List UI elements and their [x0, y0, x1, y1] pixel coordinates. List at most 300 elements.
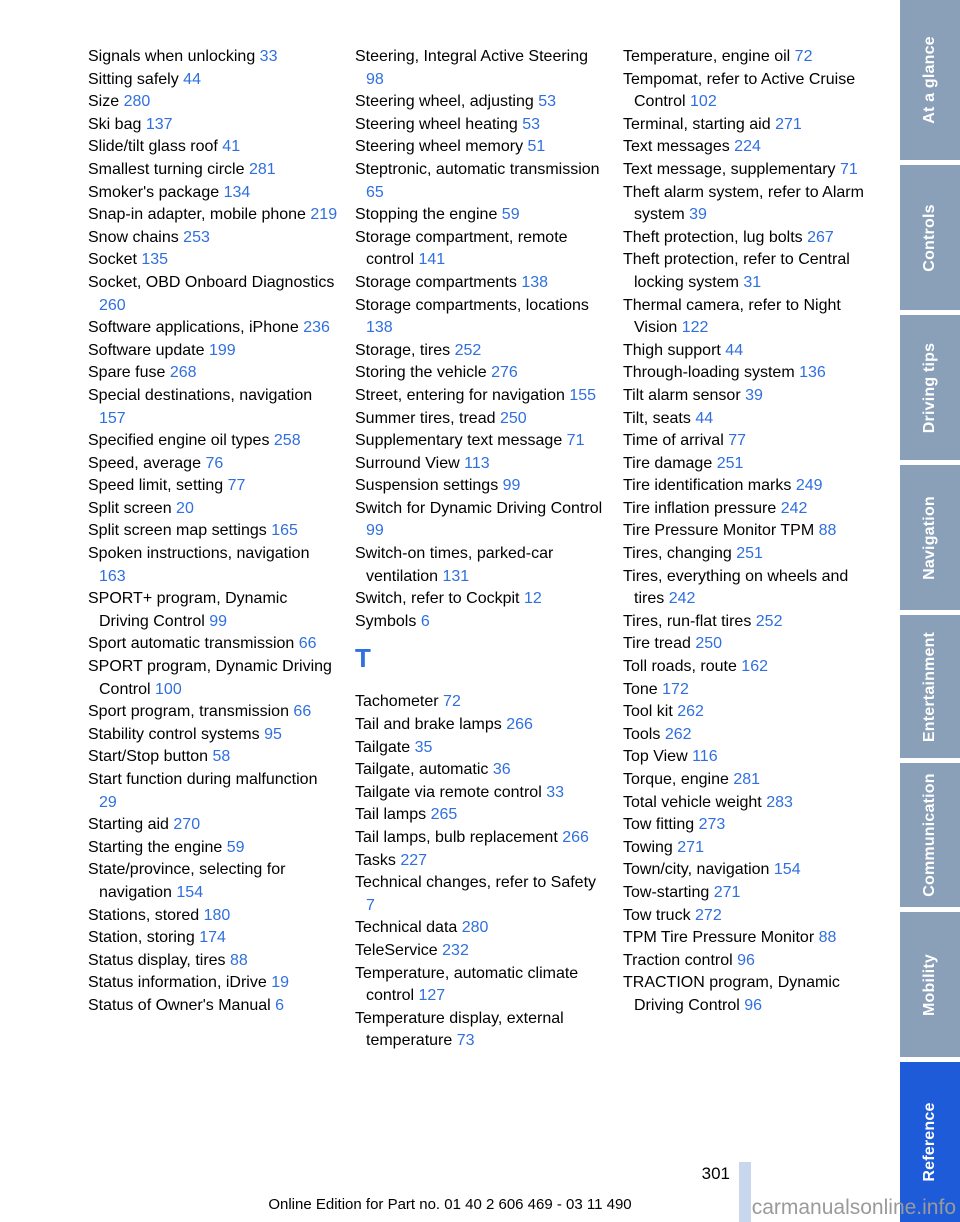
entry-term: Street, entering for navigation	[355, 386, 565, 404]
index-entry	[623, 453, 873, 476]
index-entry	[88, 114, 338, 137]
entry-page-link[interactable]: 224	[734, 138, 761, 156]
entry-page-link[interactable]: 136	[799, 364, 826, 382]
entry-term: Sport automatic transmission	[88, 635, 295, 653]
index-entry	[88, 182, 338, 205]
entry-page-link[interactable]: 96	[744, 996, 763, 1014]
entry-term: Tires, changing	[623, 545, 732, 563]
entry-page-link[interactable]: 71	[840, 160, 858, 178]
index-entry	[355, 827, 605, 850]
entry-page-link[interactable]: 59	[226, 838, 245, 856]
index-entry	[623, 859, 873, 882]
entry-term: Theft protection, lug bolts	[623, 228, 803, 246]
entry-term: Steptronic, automatic transmission	[355, 160, 600, 178]
entry-page-link[interactable]: 154	[176, 883, 204, 901]
entry-term: Towing	[623, 838, 673, 856]
index-entry	[355, 782, 605, 805]
entry-term: Theft protection, refer to Central locking system	[623, 251, 850, 291]
entry-page-link[interactable]: 53	[538, 93, 557, 111]
entry-term: Thigh support	[623, 341, 721, 359]
entry-term: Smallest turning circle	[88, 160, 245, 178]
entry-page-link[interactable]: 271	[677, 838, 704, 856]
entry-term: Tailgate, automatic	[355, 761, 489, 779]
entry-term: Time of arrival	[623, 432, 724, 450]
chapter-tabs	[900, 0, 960, 1222]
entry-term: Slide/tilt glass roof	[88, 138, 218, 156]
index-entry	[88, 227, 338, 250]
index-entry	[355, 475, 605, 498]
entry-page-link[interactable]: 251	[716, 454, 744, 472]
index-entry	[355, 362, 605, 385]
entry-page-link[interactable]: 66	[293, 703, 312, 721]
entry-page-link[interactable]: 19	[271, 974, 289, 992]
index-entry	[88, 340, 338, 363]
entry-term: Tow-starting	[623, 883, 710, 901]
entry-term: Toll roads, route	[623, 658, 737, 676]
entry-page-link[interactable]: 102	[690, 93, 717, 111]
index-entry	[355, 385, 605, 408]
entry-page-link[interactable]: 72	[443, 693, 461, 711]
index-entry	[355, 272, 605, 295]
entry-term: Top View	[623, 748, 688, 766]
entry-page-link[interactable]: 6	[275, 996, 285, 1014]
index-entry	[88, 317, 338, 340]
entry-page-link[interactable]: 66	[298, 635, 317, 653]
index-entry	[623, 814, 873, 837]
footer-text: Online Edition for Part no. 01 40 2 606 469 - 03 11 490	[268, 1196, 632, 1213]
index-entry	[355, 204, 605, 227]
entry-term: Surround View	[355, 454, 460, 472]
page-number: 301	[701, 1164, 730, 1183]
entry-page-link[interactable]: 76	[205, 454, 224, 472]
entry-page-link[interactable]: 273	[698, 816, 726, 834]
tab-navigation[interactable]	[900, 465, 960, 610]
entry-page-link[interactable]: 58	[212, 748, 231, 766]
index-entry	[355, 804, 605, 827]
entry-page-link[interactable]: 116	[692, 748, 718, 766]
entry-page-link[interactable]: 219	[310, 206, 338, 224]
entry-term: Tool kit	[623, 703, 673, 721]
index-entry	[623, 927, 873, 950]
entry-term: Storage, tires	[355, 341, 451, 359]
index-entry	[88, 995, 338, 1018]
index-entry	[623, 227, 873, 250]
index-entry	[623, 724, 873, 747]
index-entry	[355, 872, 605, 917]
index-entry	[623, 159, 873, 182]
index-entry	[623, 656, 873, 679]
index-entry	[355, 737, 605, 760]
entry-term: Steering, Integral Active Steering	[355, 48, 589, 65]
entry-page-link[interactable]: 77	[227, 477, 246, 495]
entry-term: Software applications, iPhone	[88, 319, 299, 337]
entry-term: Sport program, transmission	[88, 703, 289, 721]
entry-term: Storage compartments, locations	[355, 296, 589, 314]
entry-page-link[interactable]: 172	[662, 680, 689, 698]
index-column-2	[355, 46, 605, 1053]
entry-page-link[interactable]: 88	[818, 929, 837, 947]
entry-page-link[interactable]: 41	[222, 138, 241, 156]
entry-page-link[interactable]: 281	[248, 160, 276, 178]
tab-label: Driving tips	[921, 342, 938, 433]
index-entry	[623, 950, 873, 973]
index-entry	[355, 46, 605, 91]
index-entry	[623, 633, 873, 656]
index-entry	[623, 972, 873, 1017]
index-entry	[88, 69, 338, 92]
entry-page-link[interactable]: 162	[741, 658, 768, 676]
entry-page-link[interactable]: 253	[183, 228, 210, 246]
index-entry	[355, 136, 605, 159]
entry-page-link[interactable]: 266	[506, 716, 533, 734]
entry-page-link[interactable]: 99	[502, 477, 521, 495]
entry-term: Start/Stop button	[88, 748, 209, 766]
tab-label: Mobility	[921, 953, 938, 1016]
entry-page-link[interactable]: 242	[780, 499, 808, 517]
entry-page-link[interactable]: 236	[303, 319, 330, 337]
entry-page-link[interactable]: 232	[442, 941, 469, 959]
entry-term: Snap-in adapter, mobile phone	[88, 206, 306, 224]
entry-page-link[interactable]: 199	[208, 341, 236, 359]
index-entry	[623, 566, 873, 611]
entry-term: Spoken instructions, navigation	[88, 545, 310, 563]
index-entry	[355, 759, 605, 782]
entry-term: Theft alarm system, refer to Alarm system	[623, 183, 864, 224]
entry-term: TeleService	[355, 941, 438, 959]
entry-term: Ski bag	[88, 115, 142, 133]
index-entry	[623, 408, 873, 431]
entry-term: SPORT+ program, Dynamic Driving Control	[88, 590, 288, 630]
entry-term: Tow truck	[623, 906, 691, 924]
index-entry	[355, 543, 605, 588]
tab-communication[interactable]	[900, 763, 960, 907]
entry-page-link[interactable]: 6	[420, 612, 430, 630]
entry-page-link[interactable]: 262	[677, 703, 704, 721]
index-entry	[88, 543, 338, 588]
index-entry	[623, 543, 873, 566]
entry-term: Split screen	[88, 499, 172, 517]
entry-page-link[interactable]: 36	[492, 761, 511, 779]
entry-page-link[interactable]: 134	[223, 183, 251, 201]
entry-term: Total vehicle weight	[623, 793, 762, 811]
entry-term: Text message, supplementary	[623, 160, 836, 178]
entry-page-link[interactable]: 180	[203, 906, 231, 924]
index-entry	[88, 453, 338, 476]
tab-entertainment[interactable]	[900, 615, 960, 758]
entry-term: Split screen map settings	[88, 522, 267, 540]
index-entry	[623, 182, 873, 227]
entry-page-link[interactable]: 249	[795, 477, 823, 495]
entry-page-link[interactable]: 154	[773, 861, 801, 879]
entry-term: Tools	[623, 725, 661, 743]
entry-page-link[interactable]: 29	[99, 793, 117, 811]
entry-page-link[interactable]: 127	[418, 987, 446, 1005]
entry-page-link[interactable]: 96	[737, 951, 755, 969]
entry-term: Suspension settings	[355, 477, 499, 495]
index-entry	[623, 882, 873, 905]
index-entry	[88, 701, 338, 724]
entry-page-link[interactable]: 271	[775, 115, 802, 133]
index-entry	[88, 520, 338, 543]
index-entry	[88, 905, 338, 928]
entry-term: Switch for Dynamic Driving Control	[355, 499, 603, 517]
entry-page-link[interactable]: 72	[794, 48, 813, 65]
entry-term: Temperature display, external temperature	[355, 1009, 564, 1050]
entry-term: Switch-on times, parked-car ventilation	[355, 545, 554, 585]
index-entry	[623, 136, 873, 159]
entry-term: Tires, run-flat tires	[623, 612, 752, 630]
entry-page-link[interactable]: 138	[521, 273, 549, 291]
entry-page-link[interactable]: 135	[141, 251, 169, 269]
tab-mobility[interactable]	[900, 912, 960, 1057]
entry-page-link[interactable]: 122	[681, 319, 709, 337]
entry-page-link[interactable]: 98	[366, 70, 384, 88]
tab-controls[interactable]	[900, 165, 960, 310]
index-entry	[623, 679, 873, 702]
entry-page-link[interactable]: 250	[499, 409, 527, 427]
entry-term: Tail lamps, bulb replacement	[355, 829, 558, 846]
entry-page-link[interactable]: 100	[155, 680, 182, 698]
entry-page-link[interactable]: 281	[733, 771, 761, 788]
entry-term: Tilt alarm sensor	[623, 386, 741, 404]
entry-page-link[interactable]: 155	[569, 386, 597, 404]
entry-term: Speed limit, setting	[88, 477, 224, 495]
entry-page-link[interactable]: 44	[725, 341, 744, 359]
tab-label: At a glance	[921, 36, 938, 124]
entry-term: Tailgate via remote control	[355, 783, 542, 801]
index-entry	[355, 714, 605, 737]
entry-page-link[interactable]: 157	[99, 409, 126, 427]
entry-term: Storing the vehicle	[355, 364, 487, 382]
index-entry	[623, 362, 873, 385]
entry-term: Tail lamps	[355, 806, 427, 824]
index-entry	[623, 69, 873, 114]
entry-term: TRACTION program, Dynamic Driving Control	[623, 974, 840, 1014]
entry-term: Socket, OBD Onboard Diagnostics	[88, 273, 335, 291]
index-entry	[623, 792, 873, 815]
entry-page-link[interactable]: 163	[99, 567, 126, 585]
index-entry	[88, 724, 338, 747]
index-entry	[355, 91, 605, 114]
index-entry	[88, 837, 338, 860]
entry-term: Technical data	[355, 919, 458, 937]
entry-term: Steering wheel heating	[355, 115, 518, 133]
entry-page-link[interactable]: 51	[527, 138, 546, 156]
index-entry	[88, 272, 338, 317]
entry-term: Software update	[88, 341, 205, 359]
tab-label: Communication	[921, 773, 938, 897]
index-entry	[355, 588, 605, 611]
entry-page-link[interactable]: 33	[546, 783, 565, 801]
entry-term: Status display, tires	[88, 951, 226, 969]
entry-term: Tempomat, refer to Active Cruise Control	[623, 70, 856, 111]
index-column-1	[88, 46, 338, 1018]
entry-term: Storage compartment, remote control	[355, 228, 568, 269]
entry-term: Socket	[88, 251, 137, 269]
entry-term: Tow fitting	[623, 816, 695, 834]
index-entry	[88, 972, 338, 995]
entry-page-link[interactable]: 131	[442, 567, 470, 585]
entry-page-link[interactable]: 33	[259, 48, 278, 65]
entry-term: Steering wheel, adjusting	[355, 93, 534, 111]
entry-term: Tilt, seats	[623, 409, 691, 427]
entry-page-link[interactable]: 271	[713, 883, 741, 901]
index-entry	[623, 475, 873, 498]
index-entry	[88, 91, 338, 114]
entry-page-link[interactable]: 265	[430, 806, 458, 824]
entry-term: Tire identification marks	[623, 477, 792, 495]
entry-page-link[interactable]: 266	[562, 829, 589, 846]
entry-page-link[interactable]: 283	[766, 793, 793, 811]
index-entry	[88, 633, 338, 656]
entry-term: Snow chains	[88, 228, 179, 246]
entry-page-link[interactable]: 20	[176, 499, 194, 517]
entry-page-link[interactable]: 252	[755, 612, 783, 630]
index-entry	[355, 691, 605, 714]
index-entry	[88, 475, 338, 498]
entry-page-link[interactable]: 99	[366, 522, 384, 540]
index-entry	[355, 940, 605, 963]
entry-term: Stability control systems	[88, 725, 260, 743]
entry-term: Speed, average	[88, 454, 201, 472]
tab-driving-tips[interactable]	[900, 315, 960, 460]
entry-term: Tasks	[355, 851, 396, 869]
entry-term: Starting aid	[88, 816, 169, 834]
index-entry	[88, 746, 338, 769]
entry-page-link[interactable]: 44	[695, 409, 714, 427]
entry-page-link[interactable]: 39	[745, 386, 763, 404]
entry-page-link[interactable]: 65	[366, 183, 384, 201]
entry-term: Smoker's package	[88, 183, 220, 201]
entry-page-link[interactable]: 53	[522, 115, 541, 133]
index-entry	[88, 430, 338, 453]
index-entry	[623, 46, 873, 69]
entry-page-link[interactable]: 44	[183, 70, 201, 88]
entry-term: Stations, stored	[88, 906, 200, 924]
entry-page-link[interactable]: 95	[264, 725, 282, 743]
entry-page-link[interactable]: 251	[736, 545, 763, 563]
index-entry	[355, 295, 605, 340]
entry-page-link[interactable]: 138	[366, 319, 393, 337]
entry-page-link[interactable]: 280	[123, 93, 151, 111]
entry-page-link[interactable]: 250	[695, 635, 723, 653]
index-entry	[623, 249, 873, 294]
watermark: carmanualsonline.info	[751, 1196, 956, 1219]
entry-page-link[interactable]: 71	[566, 432, 585, 450]
entry-page-link[interactable]: 73	[456, 1032, 475, 1050]
section-letter: T	[355, 643, 371, 674]
entry-term: Tires, everything on wheels and tires	[623, 567, 849, 608]
entry-page-link[interactable]: 141	[418, 251, 446, 269]
entry-term: Torque, engine	[623, 771, 729, 788]
index-entry	[355, 227, 605, 272]
entry-term: Special destinations, navigation	[88, 386, 313, 404]
tab-at-a-glance[interactable]	[900, 0, 960, 160]
entry-page-link[interactable]: 280	[461, 919, 489, 937]
entry-page-link[interactable]: 242	[668, 590, 696, 608]
entry-term: Starting the engine	[88, 838, 223, 856]
entry-page-link[interactable]: 99	[209, 612, 228, 630]
entry-page-link[interactable]: 88	[230, 951, 248, 969]
entry-page-link[interactable]: 35	[414, 738, 433, 756]
page-number-bar	[739, 1162, 751, 1222]
entry-term: Temperature, automatic climate control	[355, 964, 579, 1005]
entry-term: Thermal camera, refer to Night Vision	[623, 296, 841, 337]
index-entry	[88, 46, 338, 69]
index-entry	[88, 950, 338, 973]
entry-page-link[interactable]: 31	[743, 273, 762, 291]
index-entry	[355, 340, 605, 363]
entry-page-link[interactable]: 77	[728, 432, 747, 450]
index-entry	[88, 588, 338, 633]
entry-page-link[interactable]: 260	[99, 296, 126, 314]
index-entry	[88, 136, 338, 159]
index-entry	[355, 963, 605, 1008]
entry-page-link[interactable]: 276	[491, 364, 518, 382]
entry-term: Spare fuse	[88, 364, 166, 382]
entry-term: Text messages	[623, 138, 730, 156]
entry-term: Steering wheel memory	[355, 138, 524, 156]
entry-term: Signals when unlocking	[88, 48, 256, 65]
tab-label: Navigation	[921, 495, 938, 580]
index-entry	[355, 498, 605, 543]
index-entry	[88, 814, 338, 837]
entry-page-link[interactable]: 165	[271, 522, 298, 540]
index-entry	[355, 430, 605, 453]
index-entry	[623, 746, 873, 769]
index-entry	[88, 385, 338, 430]
entry-page-link[interactable]: 174	[199, 929, 226, 947]
index-entry	[355, 114, 605, 137]
entry-page-link[interactable]: 227	[400, 851, 428, 869]
entry-page-link[interactable]: 267	[807, 228, 834, 246]
index-entry	[623, 701, 873, 724]
entry-page-link[interactable]: 137	[145, 115, 173, 133]
tab-label: Reference	[921, 1102, 938, 1182]
index-entry	[88, 656, 338, 701]
entry-term: Switch, refer to Cockpit	[355, 590, 520, 608]
entry-term: Supplementary text message	[355, 432, 563, 450]
index-entry	[623, 498, 873, 521]
entry-term: Specified engine oil types	[88, 432, 270, 450]
entry-term: Status information, iDrive	[88, 974, 267, 992]
entry-page-link[interactable]: 262	[664, 725, 692, 743]
index-entry	[88, 362, 338, 385]
entry-term: Town/city, navigation	[623, 861, 770, 879]
entry-term: Tachometer	[355, 693, 439, 711]
entry-page-link[interactable]: 12	[523, 590, 542, 608]
entry-page-link[interactable]: 258	[273, 432, 301, 450]
entry-term: Status of Owner's Manual	[88, 996, 271, 1014]
index-entry	[355, 850, 605, 873]
entry-term: Sitting safely	[88, 70, 179, 88]
entry-page-link[interactable]: 272	[695, 906, 722, 924]
entry-page-link[interactable]: 270	[173, 816, 201, 834]
entry-page-link[interactable]: 39	[689, 206, 707, 224]
entry-page-link[interactable]: 7	[366, 896, 375, 914]
entry-term: Start function during malfunction	[88, 771, 318, 788]
entry-page-link[interactable]: 252	[454, 341, 482, 359]
entry-term: Tire inflation pressure	[623, 499, 777, 517]
entry-page-link[interactable]: 113	[464, 454, 490, 472]
entry-term: Tone	[623, 680, 658, 698]
entry-page-link[interactable]: 59	[501, 206, 520, 224]
entry-page-link[interactable]: 268	[169, 364, 197, 382]
index-entry	[623, 295, 873, 340]
entry-page-link[interactable]: 88	[818, 522, 837, 540]
entry-term: Storage compartments	[355, 273, 517, 291]
entry-term: Through-loading system	[623, 364, 795, 382]
